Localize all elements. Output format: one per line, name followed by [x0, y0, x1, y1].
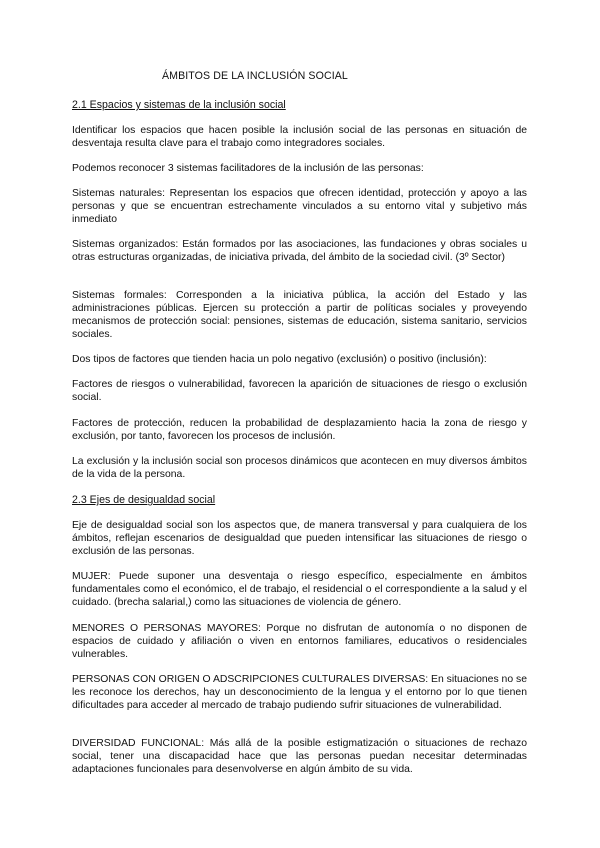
paragraph-factores-proteccion: Factores de protección, reducen la probabilidad de desplazamiento hacia la zona de riesgo y exclusión, por tanto, favorecen los procesos de inclusión. [72, 418, 527, 442]
paragraph-origen-cultural: PERSONAS CON ORIGEN O ADSCRIPCIONES CULTURALES DIVERSAS: En situaciones no se les reconoce los derechos, hay un desconocimiento de la lengua y el entorno por lo que tienen dificultades para acceder al mercado de trabajo pudiendo sufrir situaciones de vulnerabilidad. [72, 674, 527, 711]
section-heading-ejes: 2.3 Ejes de desigualdad social [72, 494, 216, 506]
paragraph-eje-desigualdad: Eje de desigualdad social son los aspectos que, de manera transversal y para cualquiera de los ámbitos, reflejan escenarios de desigualdad que pueden intensificar las situaciones de riesgo o exclusión de las personas. [72, 520, 527, 557]
paragraph-sistemas-naturales: Sistemas naturales: Representan los espacios que ofrecen identidad, protección y apoyo a las personas y que se encuentran estrechamente vinculados a su entorno vital y subjetivo más inmediato [72, 188, 527, 225]
paragraph-intro: Identificar los espacios que hacen posible la inclusión social de las personas en situación de desventaja resulta clave para el trabajo como integradores sociales. [72, 125, 527, 149]
document-title: ÁMBITOS DE LA INCLUSIÓN SOCIAL [162, 70, 348, 82]
paragraph-menores-mayores: MENORES O PERSONAS MAYORES: Porque no disfrutan de autonomía o no disponen de espacios de cuidado y afiliación o viven en entornos familiares, educativos o residenciales vulnerables. [72, 623, 527, 660]
paragraph-diversidad-funcional: DIVERSIDAD FUNCIONAL: Más allá de la posible estigmatización o situaciones de rechazo social, tener una discapacidad hace que las personas puedan necesitar determinadas adaptaciones funcionales para desenvolverse en algún ámbito de su vida. [72, 738, 527, 775]
paragraph-procesos-dinamicos: La exclusión y la inclusión social son procesos dinámicos que acontecen en muy diversos ámbitos de la vida de la persona. [72, 456, 527, 480]
paragraph-factores-riesgo: Factores de riesgos o vulnerabilidad, favorecen la aparición de situaciones de riesgo o exclusión social. [72, 379, 527, 403]
section-heading-espacios: 2.1 Espacios y sistemas de la inclusión social [72, 99, 286, 111]
paragraph-mujer: MUJER: Puede suponer una desventaja o riesgo específico, especialmente en ámbitos fundamentales como el económico, el de trabajo, el residencial o el correspondiente a la salud y el cuidado. (brecha salarial,) como las situaciones de violencia de género. [72, 571, 527, 608]
paragraph-tipos-factores: Dos tipos de factores que tienden hacia un polo negativo (exclusión) o positivo (inclusión): [72, 354, 487, 365]
paragraph-sistemas-intro: Podemos reconocer 3 sistemas facilitadores de la inclusión de las personas: [72, 163, 424, 174]
paragraph-sistemas-formales: Sistemas formales: Corresponden a la iniciativa pública, la acción del Estado y las administraciones públicas. Ejercen su protección a partir de políticas sociales y proveyendo mecanismos de protección social: pensiones, sistemas de educación, sistema sanitario, servicios sociales. [72, 290, 527, 340]
paragraph-sistemas-organizados: Sistemas organizados: Están formados por las asociaciones, las fundaciones y obras sociales u otras estructuras organizadas, de iniciativa privada, del ámbito de la sociedad civil. (3º Sector) [72, 239, 527, 263]
